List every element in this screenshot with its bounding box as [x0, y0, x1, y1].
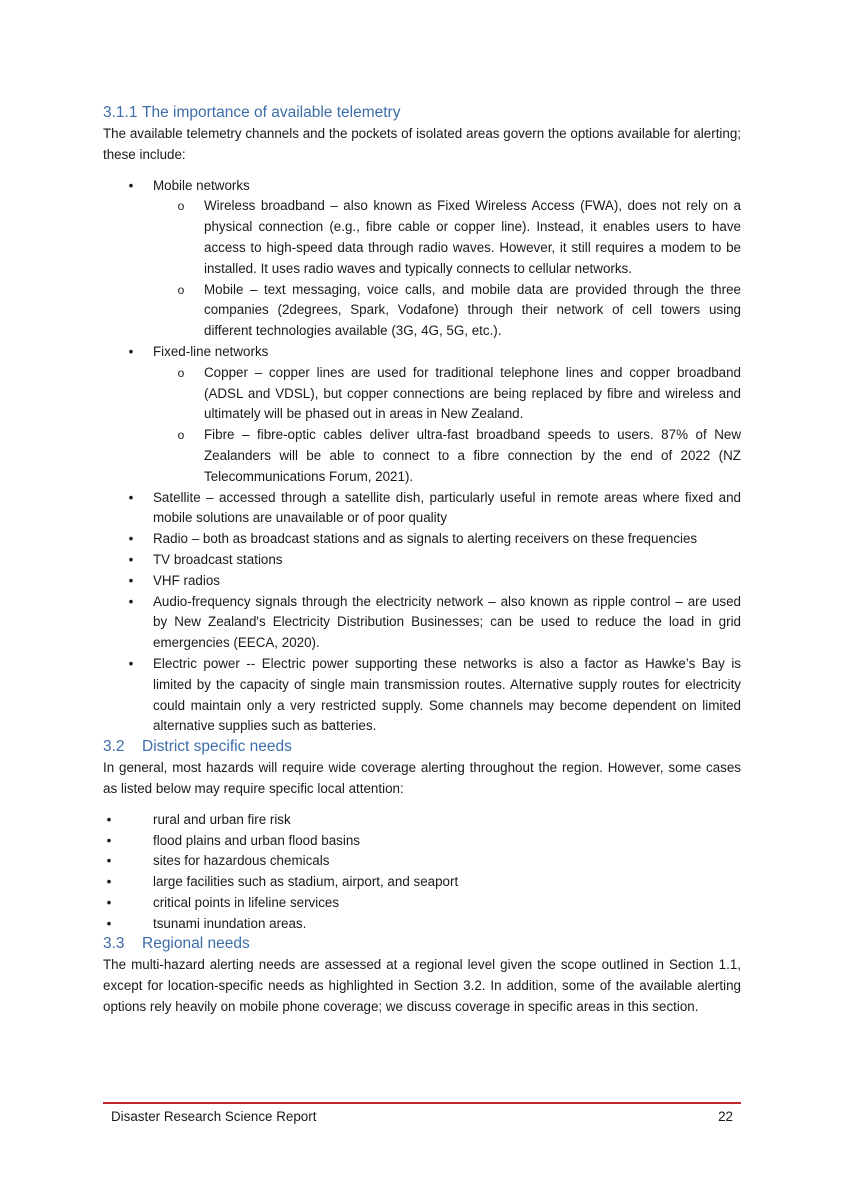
district-needs-list	[103, 810, 741, 935]
bullet-icon: •	[106, 894, 112, 910]
section-heading-3-2	[103, 737, 741, 757]
section-title: The importance of available telemetry	[142, 104, 401, 121]
list-item-text: Radio – both as broadcast stations and as signals to alerting receivers on these frequencies	[153, 531, 698, 547]
sub-list-item	[153, 196, 741, 279]
list-item-text: large facilities such as stadium, airport, and seaport	[153, 874, 459, 890]
sub-list	[153, 363, 741, 488]
list-item-radio	[103, 529, 741, 550]
circle-bullet-icon: o	[177, 282, 185, 297]
sub-list	[153, 196, 741, 342]
page-content	[103, 103, 741, 1018]
section-heading-3-3	[103, 934, 741, 954]
bullet-icon: •	[128, 551, 134, 567]
list-item-electric-power	[103, 654, 741, 737]
list-item-text: critical points in lifeline services	[153, 894, 340, 910]
page-number: 22	[718, 1109, 733, 1124]
sub-list-item-text: Mobile – text messaging, voice calls, and mobile data are provided through the three companies (2degrees, Spark, Vodafone) through their network of cell towers using different technologies available (3G, 4G, 5G, etc.).	[204, 281, 741, 339]
bullet-icon: •	[106, 832, 112, 848]
list-item-text: tsunami inundation areas.	[153, 915, 307, 931]
section-intro-paragraph: The available telemetry channels and the pockets of isolated areas govern the options available for alerting; these include:	[103, 126, 741, 162]
list-item-text: rural and urban fire risk	[153, 811, 291, 827]
list-item-text: Electric power -- Electric power supporting these networks is also a factor as Hawke’s Bay is limited by the capacity of single main transmission routes. Alternative supply routes for electricity could maintain only a very restricted supply. Some channels may become dependent on limited alternative supplies such as batteries.	[153, 655, 741, 734]
page-footer	[103, 1102, 741, 1124]
sub-list-item	[153, 425, 741, 487]
sub-list-item-text: Copper – copper lines are used for traditional telephone lines and copper broadband (ADSL and VDSL), but copper connections are being replaced by fibre and wireless and ultimately will be phased out in areas in New Zealand.	[204, 364, 741, 422]
bullet-icon: •	[106, 874, 112, 890]
bullet-icon: •	[128, 572, 134, 588]
list-item-fixed-line-networks	[103, 342, 741, 488]
bullet-icon: •	[128, 531, 134, 547]
bullet-icon: •	[128, 655, 134, 671]
section-number: 3.1.1	[103, 104, 138, 121]
list-item	[103, 872, 741, 893]
list-item-text: Mobile networks	[153, 177, 250, 193]
section-heading-3-1-1	[103, 103, 741, 123]
section-title: District specific needs	[142, 738, 292, 756]
bullet-icon: •	[128, 177, 134, 193]
list-item-text: TV broadcast stations	[153, 551, 283, 567]
list-item-tv-broadcast	[103, 550, 741, 571]
list-item	[103, 914, 741, 935]
section-number: 3.3	[103, 935, 125, 953]
list-item-text: Satellite – accessed through a satellite dish, particularly useful in remote areas where fixed and mobile solutions are unavailable or of poor quality	[153, 489, 741, 526]
footer-report-title: Disaster Research Science Report	[111, 1109, 317, 1124]
list-item-satellite	[103, 488, 741, 530]
circle-bullet-icon: o	[177, 199, 185, 214]
list-item	[103, 893, 741, 914]
bullet-icon: •	[128, 343, 134, 359]
circle-bullet-icon: o	[177, 365, 185, 380]
sub-list-item-text: Wireless broadband – also known as Fixed Wireless Access (FWA), does not rely on a physical connection (e.g., fibre cable or copper line). Instead, it enables users to have access to high-speed data through radio waves. However, it still requires a modem to be installed. It uses radio waves and typically connects to cellular networks.	[204, 198, 741, 276]
list-item-text: Fixed-line networks	[153, 343, 269, 359]
bullet-icon: •	[106, 811, 112, 827]
list-item	[103, 831, 741, 852]
list-item-text: Audio-frequency signals through the electricity network – also known as ripple control – are used by New Zealand's Electricity Distribution Businesses; can be used to reduce the load in grid emergencies (EECA, 2020).	[153, 593, 741, 651]
section-number: 3.2	[103, 738, 125, 756]
bullet-icon: •	[128, 489, 134, 505]
bullet-icon: •	[106, 853, 112, 869]
section-intro-paragraph: In general, most hazards will require wide coverage alerting throughout the region. However, some cases as listed below may require specific local attention:	[103, 760, 741, 796]
list-item-vhf-radios	[103, 571, 741, 592]
section-title: Regional needs	[142, 935, 250, 953]
list-item-mobile-networks	[103, 176, 741, 342]
list-item-text: VHF radios	[153, 572, 220, 588]
bullet-icon: •	[128, 593, 134, 609]
section-body-paragraph: The multi-hazard alerting needs are assessed at a regional level given the scope outlined in Section 1.1, except for location-specific needs as highlighted in Section 3.2. In addition, some of the available alerting options rely heavily on mobile phone coverage; we discuss coverage in specific areas in this section.	[103, 957, 741, 1015]
bullet-icon: •	[106, 915, 112, 931]
telemetry-channel-list	[103, 176, 741, 738]
list-item-text: flood plains and urban flood basins	[153, 832, 360, 848]
list-item	[103, 810, 741, 831]
list-item-text: sites for hazardous chemicals	[153, 853, 330, 869]
circle-bullet-icon: o	[177, 428, 185, 443]
list-item-audio-frequency	[103, 592, 741, 654]
sub-list-item	[153, 280, 741, 342]
sub-list-item	[153, 363, 741, 425]
sub-list-item-text: Fibre – fibre-optic cables deliver ultra-fast broadband speeds to users. 87% of New Zealanders will be able to connect to a fibre connection by the end of 2022 (NZ Telecommunications Forum, 2021).	[204, 427, 741, 484]
list-item	[103, 851, 741, 872]
